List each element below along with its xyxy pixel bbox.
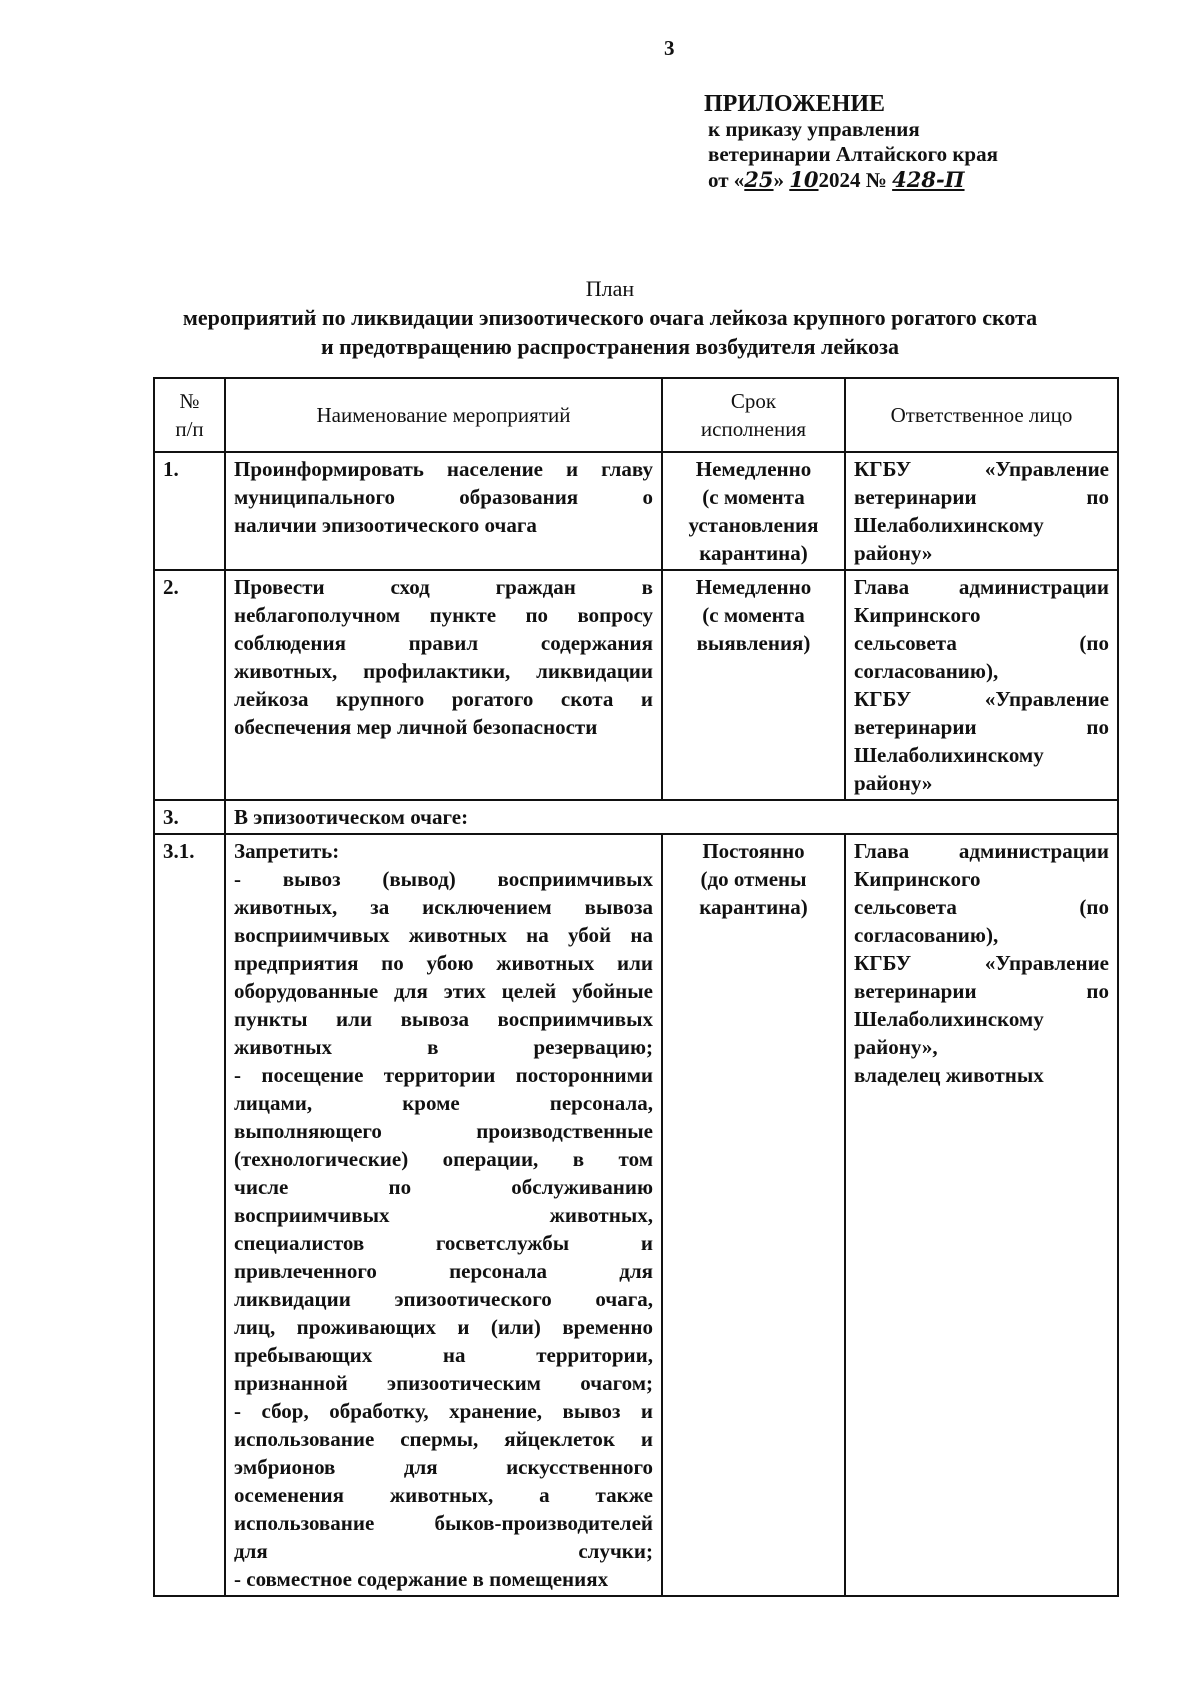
table-header-row — [154, 378, 1118, 452]
cell-line: соблюдения правил содержания — [234, 631, 653, 655]
cell-line: КГБУ «Управление — [854, 457, 1109, 481]
row-responsible — [845, 834, 1118, 1596]
cell-line: согласованию), — [854, 659, 999, 683]
cell-line: животных, профилактики, ликвидации — [234, 659, 653, 683]
row-event — [225, 834, 662, 1596]
cell-line: (с момента — [702, 603, 805, 627]
cell-line: владелец животных — [854, 1063, 1044, 1087]
cell-line: оборудованные для этих целей убойные — [234, 979, 653, 1003]
row-deadline — [662, 452, 845, 570]
cell-line: числе по обслуживанию — [234, 1175, 653, 1199]
cell-line: использование быков-производителей — [234, 1511, 653, 1535]
row-deadline — [662, 834, 845, 1596]
cell-line: Глава администрации — [854, 839, 1109, 863]
cell-line: использование спермы, яйцеклеток и — [234, 1427, 653, 1451]
row-number: 2. — [154, 570, 225, 800]
cell-line: восприимчивых животных, — [234, 1203, 653, 1227]
cell-line: карантина) — [699, 895, 808, 919]
cell-line: наличии эпизоотического очага — [234, 513, 537, 537]
table-row-section — [154, 800, 1118, 834]
cell-line: району», — [854, 1035, 938, 1059]
page-number: 3 — [664, 36, 675, 60]
header-num: № п/п — [154, 378, 225, 452]
row-deadline — [662, 570, 845, 800]
plan-title-line-2: и предотвращению распространения возбудителя лейкоза — [321, 334, 899, 359]
cell-line: осеменения животных, а также — [234, 1483, 653, 1507]
cell-line: сельсовета (по — [854, 895, 1109, 919]
cell-line: согласованию), — [854, 923, 999, 947]
table-row — [154, 570, 1118, 800]
cell-line: неблагополучном пункте по вопросу — [234, 603, 653, 627]
cell-line: привлеченного персонала для — [234, 1259, 653, 1283]
table-row — [154, 452, 1118, 570]
row-responsible — [845, 570, 1118, 800]
plan-title-word: План — [585, 276, 635, 301]
cell-line: Постоянно — [702, 839, 805, 863]
cell-line: Кипринского — [854, 867, 981, 891]
cell-line: КГБУ «Управление — [854, 687, 1109, 711]
cell-line: животных в резервацию; — [234, 1035, 653, 1059]
cell-line: ликвидации эпизоотического очага, — [234, 1287, 653, 1311]
cell-line: ветеринарии по — [854, 979, 1109, 1003]
cell-line: (с момента — [702, 485, 805, 509]
table-row — [154, 834, 1118, 1596]
cell-line: Провести сход граждан в — [234, 575, 653, 599]
cell-line: Глава администрации — [854, 575, 1109, 599]
header-event: Наименование мероприятий — [225, 378, 662, 452]
cell-line: сельсовета (по — [854, 631, 1109, 655]
cell-line: (до отмены — [700, 867, 807, 891]
cell-line: Немедленно — [695, 575, 812, 599]
cell-line: - посещение территории посторонними — [234, 1063, 653, 1087]
cell-line: району» — [854, 541, 933, 565]
cell-line: установления — [688, 513, 819, 537]
cell-line: для случки; — [234, 1539, 653, 1563]
appendix-date-line — [708, 167, 998, 193]
date-mid: » — [773, 168, 790, 192]
cell-line: животных, за исключением вывоза — [234, 895, 653, 919]
cell-line: Запретить: — [234, 839, 340, 863]
date-year: 2024 № — [818, 168, 893, 192]
date-prefix: от « — [708, 168, 745, 192]
cell-line: Немедленно — [695, 457, 812, 481]
cell-line: лицами, кроме персонала, — [234, 1091, 653, 1115]
row-number: 1. — [154, 452, 225, 570]
cell-line: пункты или вывоза восприимчивых — [234, 1007, 653, 1031]
cell-line: - вывоз (вывод) восприимчивых — [234, 867, 653, 891]
cell-line: Шелаболихинскому — [854, 513, 1044, 537]
handwritten-doc-number: 428-П — [892, 167, 965, 192]
cell-line: специалистов госветслужбы и — [234, 1231, 653, 1255]
cell-line: муниципального образования о — [234, 485, 653, 509]
cell-line: карантина) — [699, 541, 808, 565]
cell-line: ветеринарии по — [854, 485, 1109, 509]
cell-line: выявления) — [696, 631, 811, 655]
row-responsible — [845, 452, 1118, 570]
cell-line: - сбор, обработку, хранение, вывоз и — [234, 1399, 653, 1423]
plan-title-line-1: мероприятий по ликвидации эпизоотического очага лейкоза крупного рогатого скота — [182, 305, 1038, 330]
cell-line: ветеринарии по — [854, 715, 1109, 739]
row-event — [225, 452, 662, 570]
handwritten-month: 10 — [789, 167, 819, 192]
cell-line: Шелаболихинскому — [854, 743, 1044, 767]
cell-line: предприятия по убою животных или — [234, 951, 653, 975]
cell-line: Проинформировать население и главу — [234, 457, 653, 481]
appendix-header — [704, 91, 998, 193]
cell-line: выполняющего производственные — [234, 1119, 653, 1143]
appendix-line-2: ветеринарии Алтайского края — [708, 142, 998, 166]
row-event — [225, 570, 662, 800]
cell-line: району» — [854, 771, 933, 795]
cell-line: (технологические) операции, в том — [234, 1147, 653, 1171]
cell-line: КГБУ «Управление — [854, 951, 1109, 975]
cell-line: Кипринского — [854, 603, 981, 627]
cell-line: восприимчивых животных на убой на — [234, 923, 653, 947]
handwritten-day: 25 — [744, 167, 774, 192]
row-number: 3. — [154, 800, 225, 834]
cell-line: обеспечения мер личной безопасности — [234, 715, 598, 739]
cell-line: лейкоза крупного рогатого скота и — [234, 687, 653, 711]
cell-line: - совместное содержание в помещениях — [234, 1567, 609, 1591]
appendix-line-1: к приказу управления — [708, 117, 920, 141]
cell-line: эмбрионов для искусственного — [234, 1455, 653, 1479]
plan-title — [160, 274, 1060, 361]
cell-line: лиц, проживающих и (или) временно — [234, 1315, 653, 1339]
appendix-title: ПРИЛОЖЕНИЕ — [704, 91, 886, 117]
row-number: 3.1. — [154, 834, 225, 1596]
cell-line: Шелаболихинскому — [854, 1007, 1044, 1031]
cell-line: признанной эпизоотическим очагом; — [234, 1371, 653, 1395]
header-responsible: Ответственное лицо — [845, 378, 1118, 452]
header-deadline: Срок исполнения — [662, 378, 845, 452]
section-heading: В эпизоотическом очаге: — [225, 800, 1118, 834]
plan-table — [153, 377, 1119, 1597]
cell-line: пребывающих на территории, — [234, 1343, 653, 1367]
